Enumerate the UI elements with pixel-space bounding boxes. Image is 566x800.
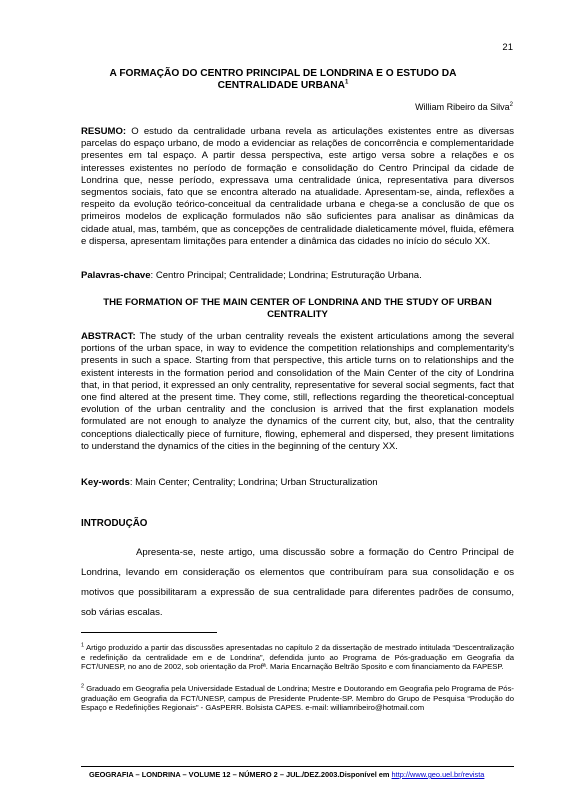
paper-title [82,68,484,92]
resumo-paragraph [81,126,514,248]
paper-title-text: A FORMAÇÃO DO CENTRO PRINCIPAL DE LONDRINA E O ESTUDO DA CENTRALIDADE URBANA [109,68,457,91]
palavras-chave [81,270,514,282]
author-name-text: William Ribeiro da Silva [415,102,510,112]
journal-footer [89,770,484,779]
intro-text: Apresenta-se, neste artigo, uma discussão sobre a formação do Centro Principal de Londrina, levando em consideração os elementos que contribuíram para sua consolidação e os motivos que possibilitaram a expressão de sua centralidade para diferentes padrões de consumo, sob várias escalas. [81,547,514,618]
palavras-chave-text: : Centro Principal; Centralidade; Londrina; Estruturação Urbana. [150,270,422,281]
abstract-paragraph [81,331,514,453]
footnote-divider [81,632,217,633]
resumo-label: RESUMO: [81,126,127,137]
author-footnote-mark[interactable]: 2 [509,102,513,108]
page-number: 21 [502,42,513,53]
footnote-1-text: Artigo produzido a partir das discussões apresentadas no capítulo 2 da dissertação de mestrado intitulada “Descentralização e redefinição da centralidade em e de Londrina”, defendida junto ao Programa de Pós-graduação em Geografia da FCT/UNESP, no ano de 2002, sob orientação da Profª. Maria Encarnação Beltrão Sposito e com financiamento da FAPESP. [81,643,514,672]
english-title: THE FORMATION OF THE MAIN CENTER OF LONDRINA AND THE STUDY OF URBAN CENTRALITY [103,297,492,320]
palavras-chave-label: Palavras-chave [81,270,151,281]
intro-heading: INTRODUÇÃO [81,518,148,529]
footnote-2-mark: 2 [81,683,85,690]
keywords [81,477,514,489]
footer-text: GEOGRAFIA – LONDRINA – VOLUME 12 – NÚMERO 2 – JUL./DEZ.2003.Disponível em [89,770,392,779]
title-footnote-mark[interactable]: 1 [345,79,349,86]
footer-divider [81,766,514,767]
footnote-2-text: Graduado em Geografia pela Universidade Estadual de Londrina; Mestre e Doutorando em Geografia pelo Programa de Pós-graduação em Geografia da FCT/UNESP, campus de Presidente Prudente-SP. Membro do Grupo de Pesquisa “Produção do Espaço e Redefinições Regionais” - GAsPERR. Bolsista CAPES. e-mail: williamribeiro@hotmail.com [81,684,514,713]
keywords-text: : Main Center; Centrality; Londrina; Urban Structuralization [129,477,378,488]
footnote-2 [81,684,514,713]
intro-paragraph [81,543,514,623]
author-name [415,102,513,112]
footnote-1-mark: 1 [81,642,85,649]
keywords-label: Key-words [81,477,130,488]
journal-link[interactable]: http://www.geo.uel.br/revista [391,770,485,779]
footnote-1 [81,643,514,672]
resumo-text: O estudo da centralidade urbana revela as articulações existentes entre as diversas parcelas do espaço urbano, de modo a evidenciar as relações de concorrência e complementaridade presentes em tal espaço. A partir dessa perspectiva, este artigo versa sobre a relações e os interesses existentes no período de formação e consolidação do Centro Principal da cidade de Londrina que, nesse período, expressava uma centralidade única, representativa para diversos segmentos sociais, fato que se encontra alterado na atualidade. Apresentam-se, ainda, reflexões a respeito da evolução teórico-conceitual da centralidade urbana e chega-se a conclusão de que os primeiros modelos de explicação formulados não são suficientes para analisar as dinâmicas da cidade atual, mas, também, que as concepções de centralidade dialeticamente móvel, fluida, efêmera e dispersa, apresentam limitações para entender a dinâmica das cidades no início do século XX. [81,126,514,247]
abstract-label: ABSTRACT: [81,331,136,342]
abstract-text: The study of the urban centrality reveals the existent articulations among the several portions of the urban space, in way to evidence the competition relationships and complementarity's presents in such a space. Starting from that perspective, this article turns on to relationships and the existent interests in the formation period and consolidation of the Main Center of the city of Londrina that, in that period, it expressed an only centrality, representative for several social segments, fact that one find altered at the present time. They come, still, reflections regarding the theoretical-conceptual evolution of the urban centrality and the conclusion is arrived that the first explanation models formulated are not enough to analyze the dynamics of the current city, but, also, that the centrality conceptions dialectically piece of furniture, flowing, ephemeral and dispersed, they present limitations to understand the dynamics of the cities in the beginning of the century XX. [81,331,514,452]
